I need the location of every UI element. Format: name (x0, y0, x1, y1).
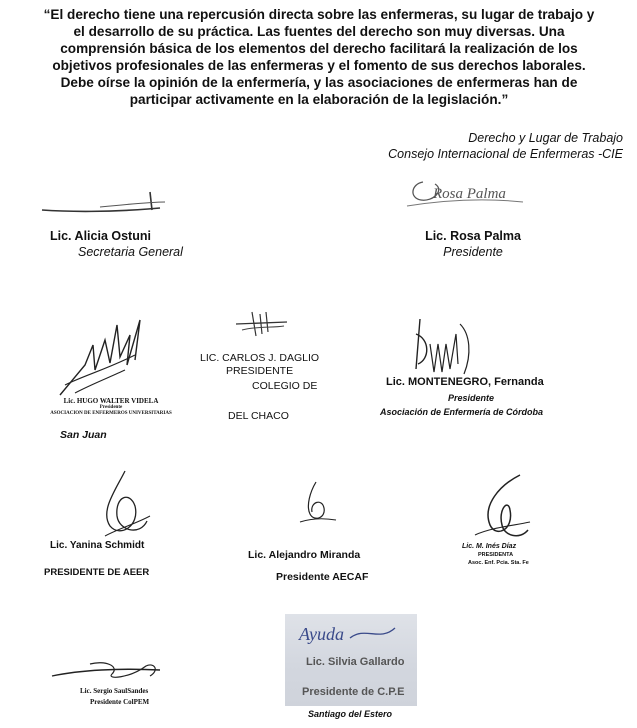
quote-line: objetivos profesionales de las enfermeras y el fomento de sus derechos laborales. (52, 58, 586, 73)
videla-place: San Juan (60, 429, 107, 441)
ostuni-role: Secretaria General (78, 245, 183, 259)
videla-name: Lic. HUGO WALTER VIDELA (63, 397, 159, 405)
quote-line: comprensión básica de los elementos del derecho facilitará la realización de los (60, 41, 578, 56)
signature-montenegro (400, 314, 490, 379)
saulsandes-role: Presidente ColPEM (90, 698, 150, 706)
videla-role: Presidente (99, 405, 123, 410)
santafe-role: PRESIDENTA (478, 552, 514, 558)
citation-title: Derecho y Lugar de Trabajo (468, 131, 623, 145)
citation-source: Consejo Internacional de Enfermeras -CIE (388, 147, 623, 161)
daglio-line4: DEL CHACO (228, 410, 289, 422)
signature-daglio (232, 308, 292, 338)
montenegro-org: Asociación de Enfermería de Córdoba (380, 407, 544, 417)
montenegro-name: Lic. MONTENEGRO, Fernanda (386, 376, 544, 388)
gallardo-signature-text: Ayuda (299, 624, 344, 644)
gallardo-place: Santiago del Estero (308, 709, 393, 719)
daglio-line2: PRESIDENTE (226, 365, 294, 377)
ostuni-name: Lic. Alicia Ostuni (50, 229, 151, 243)
daglio-line1: LIC. CARLOS J. DAGLIO (200, 352, 320, 364)
signature-gallardo (295, 620, 410, 650)
schmidt-role: PRESIDENTE DE AEER (44, 567, 150, 578)
daglio-line3: COLEGIO DE (252, 380, 318, 392)
schmidt-name: Lic. Yanina Schmidt (50, 540, 145, 551)
quote-line: el desarrollo de su práctica. Las fuentes del derecho son muy diversas. Una (73, 24, 565, 39)
saulsandes-name: Lic. Sergio SaulSandes (80, 687, 149, 695)
santafe-org: Asoc. Enf. Pcia. Sta. Fe (468, 560, 529, 566)
signature-schmidt (95, 466, 155, 541)
quote-line: Debe oírse la opinión de la enfermería, y las asociaciones de enfermeras han de (60, 75, 578, 90)
quote-block (8, 6, 630, 108)
palma-name: Lic. Rosa Palma (425, 229, 521, 243)
montenegro-role: Presidente (447, 393, 495, 403)
signature-palma (405, 176, 535, 216)
signature-ostuni (40, 172, 170, 222)
signature-miranda (296, 478, 341, 528)
signature-videla (55, 315, 150, 400)
palma-signature-text: Rosa Palma (433, 186, 506, 202)
miranda-role: Presidente AECAF (276, 571, 369, 583)
gallardo-role: Presidente de C.P.E (302, 686, 405, 698)
videla-org: ASOCIACION DE ENFERMEROS UNIVERSITARIAS (50, 411, 172, 416)
santafe-name: Lic. M. Inés Díaz (462, 543, 517, 550)
quote-line: “El derecho tiene una repercusión directa sobre las enfermeras, su lugar de trabajo y (43, 7, 595, 22)
signature-santafe (470, 470, 535, 545)
miranda-name: Lic. Alejandro Miranda (248, 549, 361, 561)
quote-line: participar activamente en la elaboración de la legislación.” (129, 92, 509, 107)
palma-role: Presidente (443, 245, 503, 259)
signature-saulsandes (50, 656, 165, 686)
gallardo-name: Lic. Silvia Gallardo (306, 656, 405, 668)
